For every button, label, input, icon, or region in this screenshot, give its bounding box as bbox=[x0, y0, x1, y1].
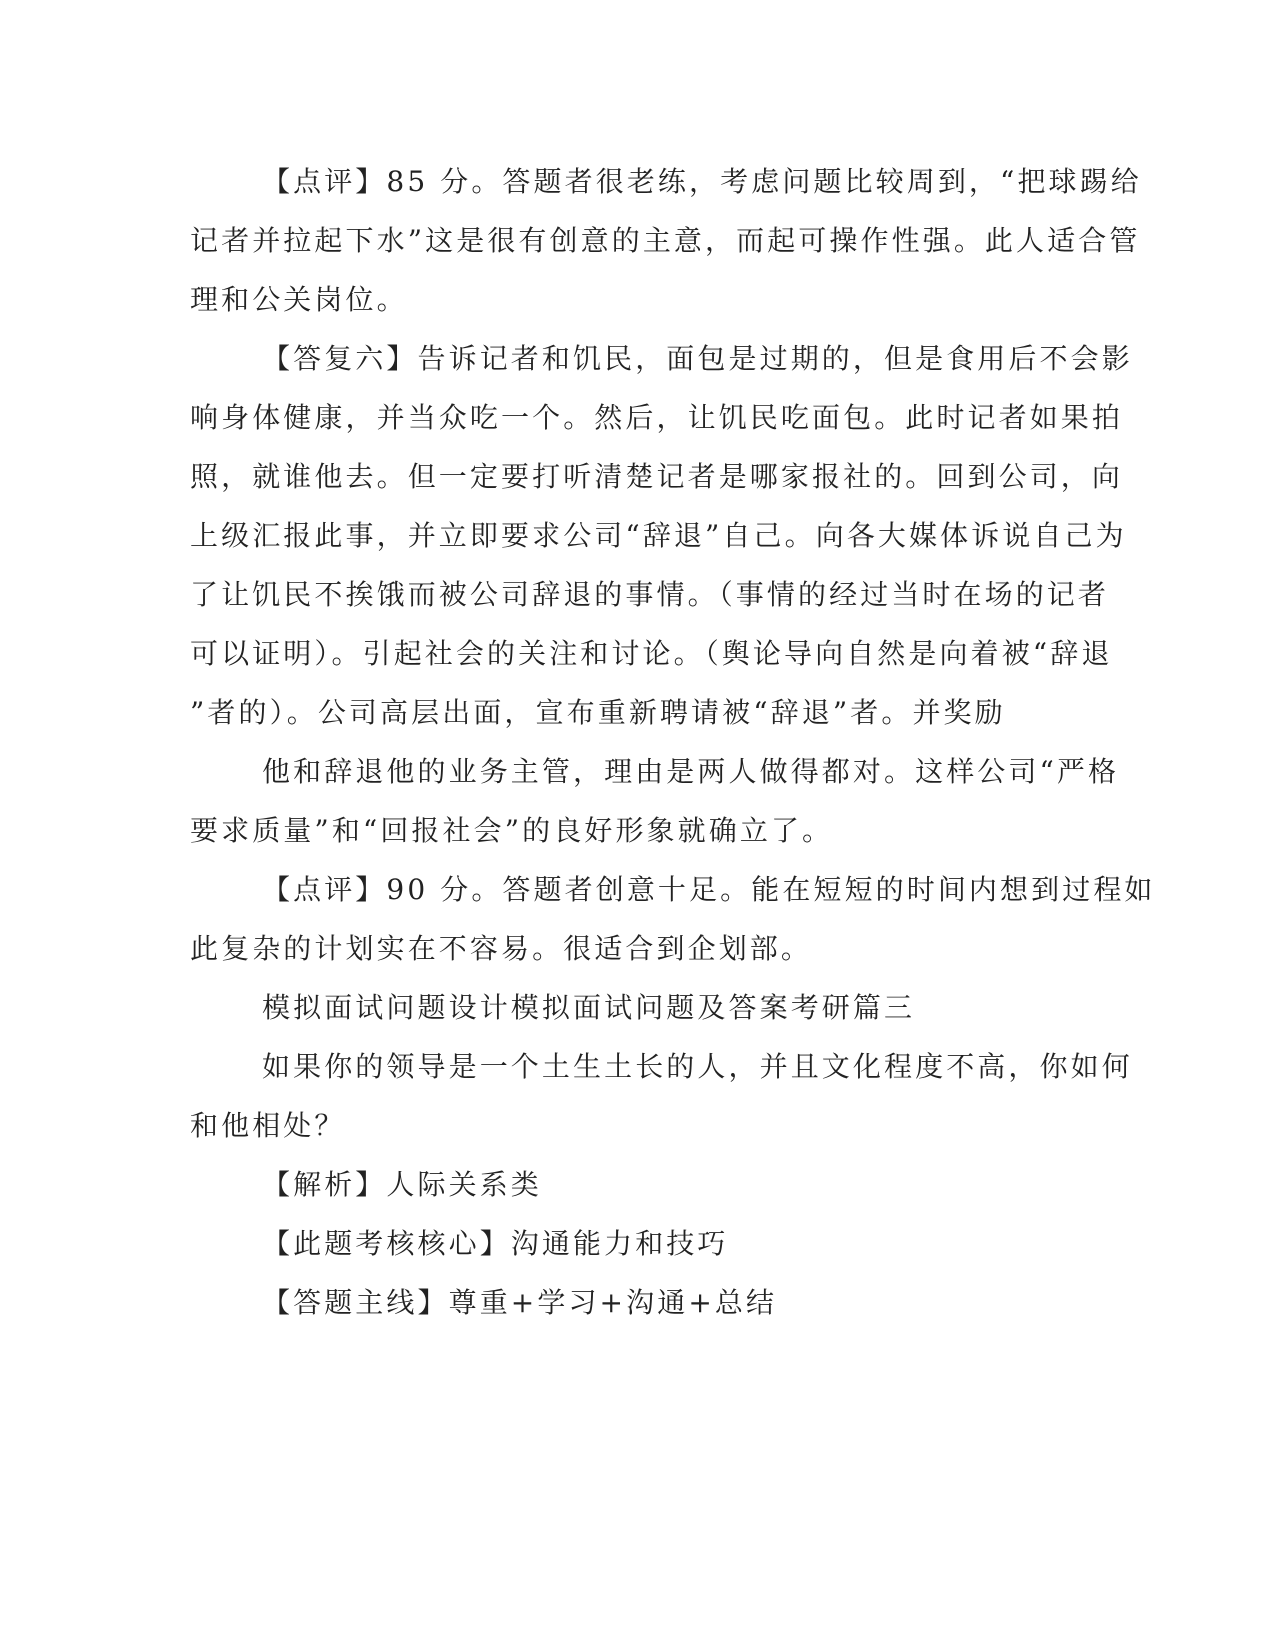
text-line: 照，就谁他去。但一定要打听清楚记者是哪家报社的。回到公司，向 bbox=[190, 460, 1124, 493]
text-line: 【点评】90 分。答题者创意十足。能在短短的时间内想到过程如 bbox=[262, 873, 1156, 906]
text-line: 可以证明）。引起社会的关注和讨论。（舆论导向自然是向着被“辞退 bbox=[190, 637, 1113, 670]
text-line: 【点评】85 分。答题者很老练，考虑问题比较周到，“把球踢给 bbox=[262, 165, 1142, 198]
text-line: 响身体健康，并当众吃一个。然后，让饥民吃面包。此时记者如果拍 bbox=[190, 401, 1124, 434]
text-line: 【答复六】告诉记者和饥民，面包是过期的，但是食用后不会影 bbox=[262, 342, 1133, 375]
text-line: 此复杂的计划实在不容易。很适合到企划部。 bbox=[190, 932, 813, 965]
text-line: 和他相处？ bbox=[190, 1109, 346, 1142]
text-line: 如果你的领导是一个土生土长的人，并且文化程度不高，你如何 bbox=[262, 1050, 1133, 1083]
text-line: 他和辞退他的业务主管，理由是两人做得都对。这样公司“严格 bbox=[262, 755, 1120, 788]
text-line: 【此题考核核心】沟通能力和技巧 bbox=[262, 1227, 729, 1260]
section-heading: 模拟面试问题设计模拟面试问题及答案考研篇三 bbox=[262, 991, 916, 1024]
text-line: ”者的）。公司高层出面，宣布重新聘请被“辞退”者。并奖励 bbox=[190, 696, 1006, 729]
text-line: 记者并拉起下水”这是很有创意的主意，而起可操作性强。此人适合管 bbox=[190, 224, 1141, 257]
text-line: 理和公关岗位。 bbox=[190, 283, 408, 316]
text-line: 【答题主线】尊重+学习+沟通+总结 bbox=[262, 1286, 778, 1319]
text-line: 上级汇报此事，并立即要求公司“辞退”自己。向各大媒体诉说自己为 bbox=[190, 519, 1127, 552]
text-line: 【解析】人际关系类 bbox=[262, 1168, 542, 1201]
text-line: 要求质量”和“回报社会”的良好形象就确立了。 bbox=[190, 814, 834, 847]
text-line: 了让饥民不挨饿而被公司辞退的事情。（事情的经过当时在场的记者 bbox=[190, 578, 1110, 611]
